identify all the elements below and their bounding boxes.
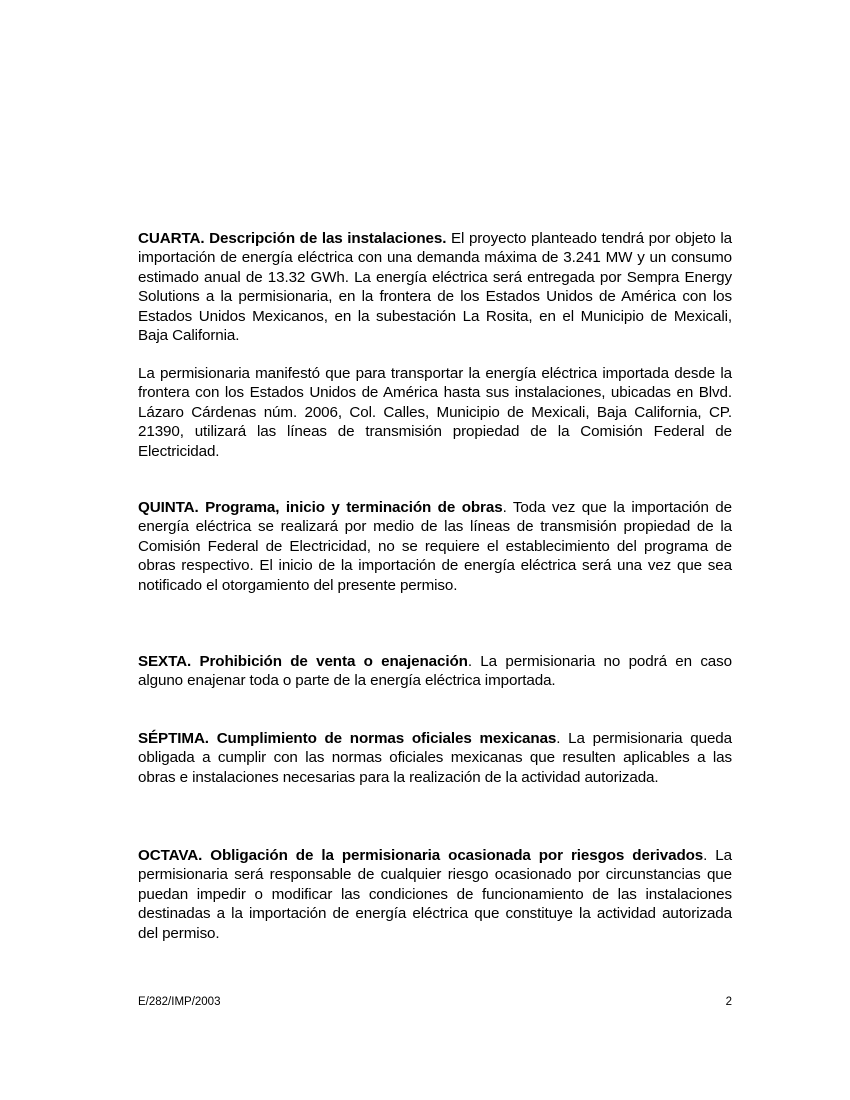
- clause-heading: OCTAVA. Obligación de la permisionaria ocasionada por riesgos derivados: [138, 847, 704, 864]
- clause-quinta: [138, 498, 732, 595]
- footer-reference: E/282/IMP/2003: [138, 996, 221, 1008]
- clause-body: . Toda vez que la importación de energía eléctrica se realizará por medio de las líneas de transmisión propiedad de la Comisión Federal de Electricidad, no se requiere el establecimiento del programa de obras respectivo. El inicio de la importación de energía eléctrica será una vez que sea notificado el otorgamiento del presente permiso.: [138, 499, 732, 594]
- clause-heading: SÉPTIMA. Cumplimiento de normas oficiales mexicanas: [138, 730, 557, 747]
- clause-heading: SEXTA. Prohibición de venta o enajenación: [138, 653, 468, 670]
- clause-body: . La permisionaria no podrá en caso alguno enajenar toda o parte de la energía eléctrica importada.: [138, 653, 732, 690]
- clause-cuarta-continued: [138, 364, 732, 461]
- clause-heading: QUINTA. Programa, inicio y terminación de obras: [138, 499, 503, 516]
- clause-septima: [138, 729, 732, 787]
- clause-octava: [138, 846, 732, 943]
- footer-page-number: 2: [725, 996, 732, 1008]
- clause-body: La permisionaria manifestó que para transportar la energía eléctrica importada desde la frontera con los Estados Unidos de América hasta sus instalaciones, ubicadas en Blvd. Lázaro Cárdenas núm. 2006, Col. Calles, Municipio de Mexicali, Baja California, CP. 21390, utilizará las líneas de transmisión propiedad de la Comisión Federal de Electricidad.: [138, 365, 732, 460]
- clause-sexta: [138, 652, 732, 691]
- clause-heading: CUARTA. Descripción de las instalaciones.: [138, 230, 447, 247]
- clause-body: El proyecto planteado tendrá por objeto la importación de energía eléctrica con una demanda máxima de 3.241 MW y un consumo estimado anual de 13.32 GWh. La energía eléctrica será entregada por Sempra Energy Solutions a la permisionaria, en la frontera de los Estados Unidos de América con los Estados Unidos Mexicanos, en la subestación La Rosita, en el Municipio de Mexicali, Baja California.: [138, 230, 732, 345]
- clause-body: . La permisionaria queda obligada a cumplir con las normas oficiales mexicanas que resulten aplicables a las obras e instalaciones necesarias para la realización de la actividad autorizada.: [138, 730, 732, 786]
- clause-body: . La permisionaria será responsable de cualquier riesgo ocasionado por circunstancias que puedan impedir o modificar las condiciones de funcionamiento de las instalaciones destinadas a la importación de energía eléctrica que constituye la actividad autorizada del permiso.: [138, 847, 732, 942]
- clause-cuarta: [138, 229, 732, 345]
